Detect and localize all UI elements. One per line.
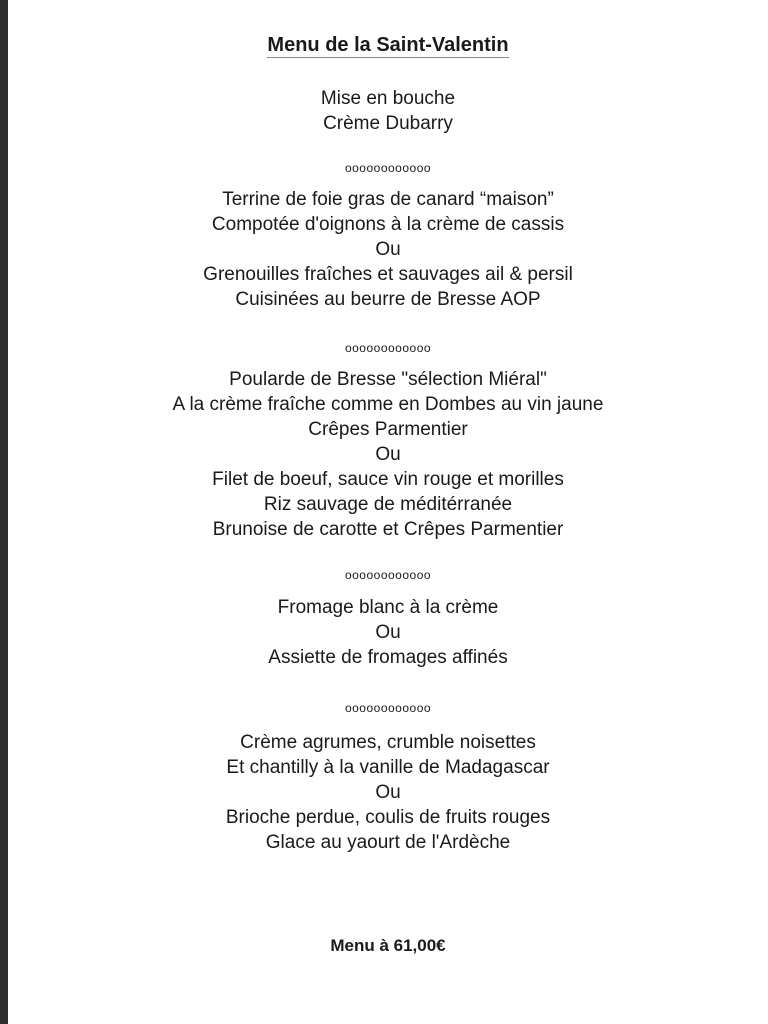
menu-line: Crêpes Parmentier bbox=[308, 419, 468, 440]
scan-edge bbox=[0, 0, 8, 1024]
menu-title-text: Menu de la Saint-Valentin bbox=[267, 34, 509, 56]
menu-line: Mise en bouche bbox=[320, 88, 456, 109]
separator: oooooooooooo bbox=[344, 341, 432, 355]
menu-line: Brunoise de carotte et Crêpes Parmentier bbox=[212, 519, 564, 540]
separator: oooooooooooo bbox=[344, 701, 432, 715]
menu-price: Menu à 61,00€ bbox=[330, 936, 446, 955]
menu-line: Et chantilly à la vanille de Madagascar bbox=[226, 757, 550, 778]
separator: oooooooooooo bbox=[344, 568, 432, 582]
menu-line: Terrine de foie gras de canard “maison” bbox=[222, 189, 554, 210]
menu-line: Fromage blanc à la crème bbox=[277, 597, 499, 618]
menu-line: Glace au yaourt de l'Ardèche bbox=[265, 832, 511, 853]
menu-line: Grenouilles fraîches et sauvages ail & persil bbox=[203, 264, 573, 285]
menu-line: Ou bbox=[375, 782, 401, 803]
menu-line: Compotée d'oignons à la crème de cassis bbox=[211, 214, 565, 235]
menu-line: Cuisinées au beurre de Bresse AOP bbox=[235, 289, 541, 310]
menu-line: Riz sauvage de méditérranée bbox=[263, 494, 513, 515]
menu-line: Assiette de fromages affinés bbox=[268, 647, 508, 668]
menu-line: A la crème fraîche comme en Dombes au vin jaune bbox=[172, 394, 604, 415]
menu-line: Filet de boeuf, sauce vin rouge et morilles bbox=[212, 469, 564, 490]
menu-line: Ou bbox=[375, 239, 401, 260]
menu-line: Crème agrumes, crumble noisettes bbox=[240, 732, 536, 753]
menu-line: Ou bbox=[375, 622, 401, 643]
menu-line: Crème Dubarry bbox=[323, 113, 453, 134]
menu-line: Ou bbox=[375, 444, 401, 465]
menu-title bbox=[8, 33, 768, 57]
separator: oooooooooooo bbox=[344, 161, 432, 175]
menu-line: Poularde de Bresse "sélection Miéral" bbox=[229, 369, 547, 390]
menu-line: Brioche perdue, coulis de fruits rouges bbox=[225, 807, 551, 828]
